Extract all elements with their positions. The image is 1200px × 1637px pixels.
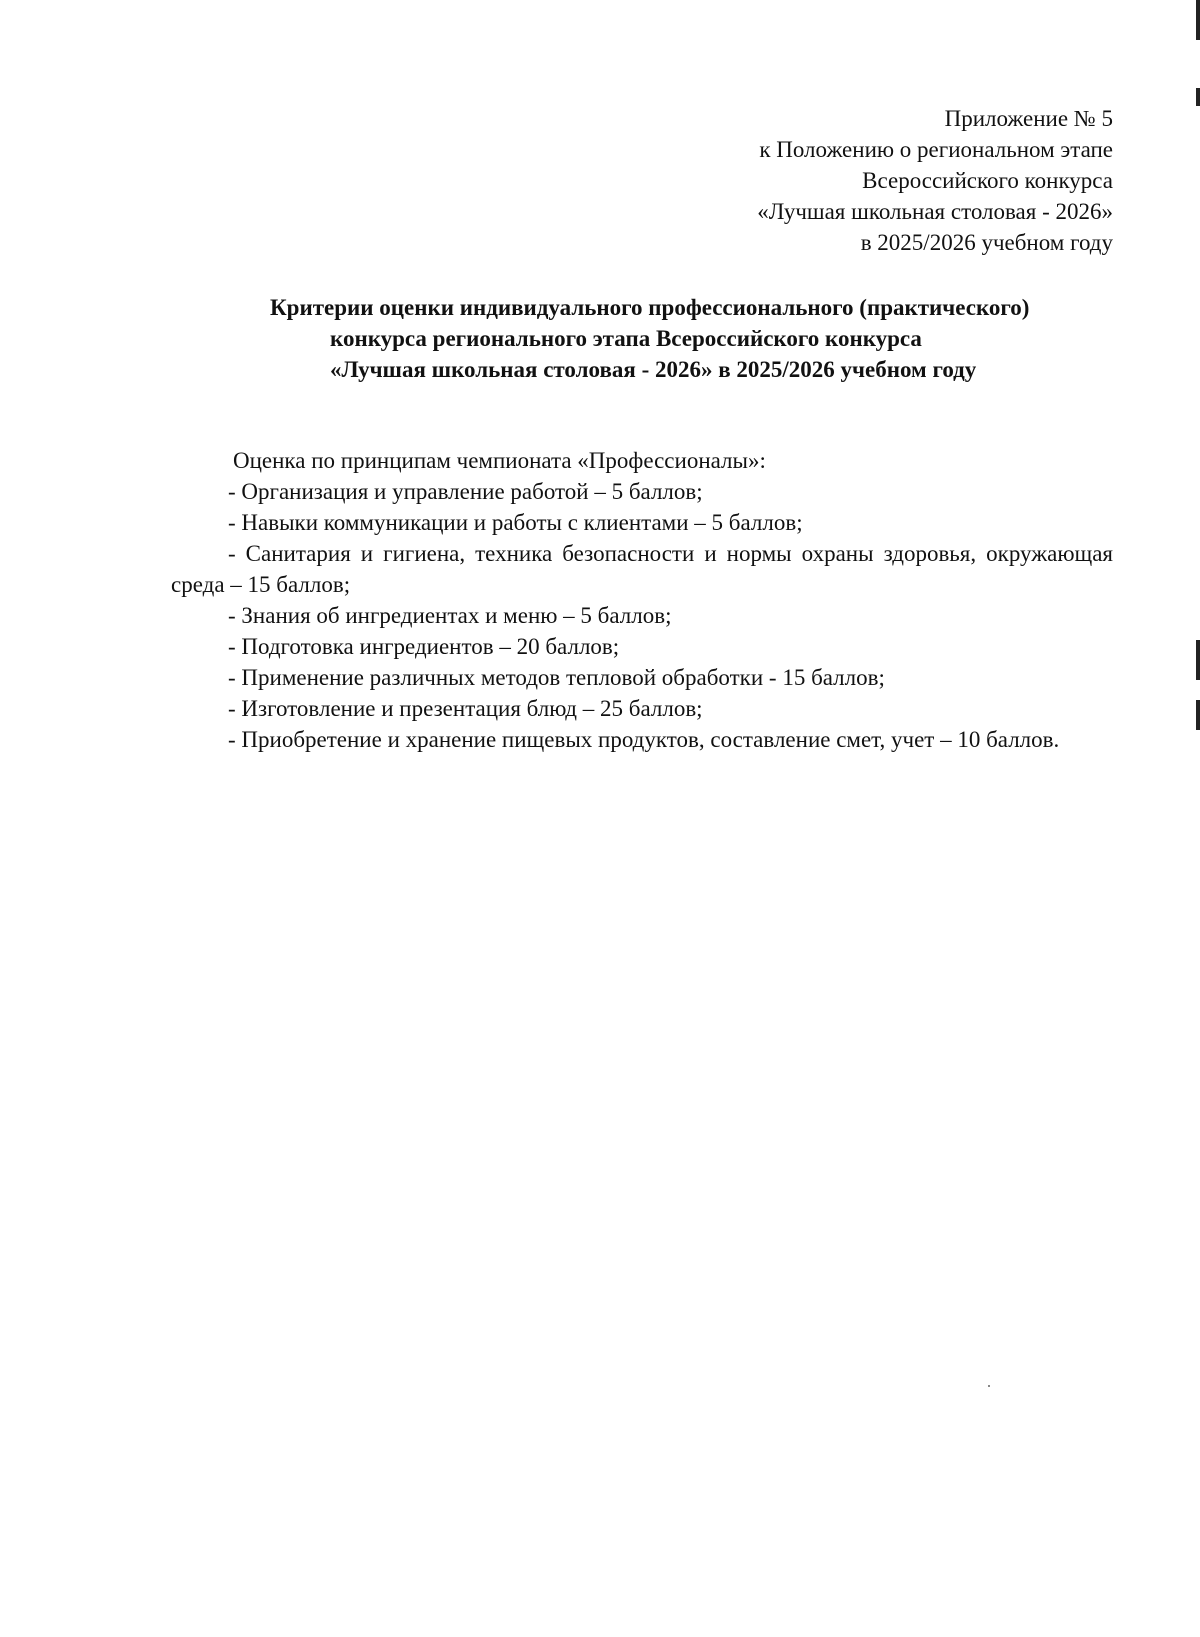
document-title <box>230 292 1080 385</box>
annex-line: к Положению о региональном этапе <box>759 137 1113 162</box>
criteria-item: - Организация и управление работой – 5 баллов; <box>228 479 703 504</box>
criteria-item: - Подготовка ингредиентов – 20 баллов; <box>228 634 620 659</box>
annex-header <box>757 103 1113 258</box>
criteria-item: - Приобретение и хранение пищевых продуктов, составление смет, учет – 10 баллов. <box>228 727 1060 752</box>
scan-edge-mark <box>1196 0 1200 40</box>
intro-paragraph: Оценка по принципам чемпионата «Профессионалы»: <box>233 448 766 473</box>
annex-line: Приложение № 5 <box>944 106 1113 131</box>
criteria-item: - Навыки коммуникации и работы с клиентами – 5 баллов; <box>228 510 803 535</box>
criteria-item: - Знания об ингредиентах и меню – 5 баллов; <box>228 603 672 628</box>
criteria-item: - Изготовление и презентация блюд – 25 баллов; <box>228 696 703 721</box>
scan-speck <box>988 1385 990 1387</box>
scan-edge-mark <box>1196 700 1200 730</box>
scan-edge-mark <box>1196 88 1200 106</box>
title-line: Критерии оценки индивидуального профессионального (практического) <box>270 295 1030 320</box>
annex-line: в 2025/2026 учебном году <box>860 230 1113 255</box>
criteria-item: - Применение различных методов тепловой обработки - 15 баллов; <box>228 665 885 690</box>
annex-line: «Лучшая школьная столовая - 2026» <box>757 199 1113 224</box>
annex-line: Всероссийского конкурса <box>862 168 1113 193</box>
scan-edge-mark <box>1196 640 1200 680</box>
criteria-list <box>171 476 1113 755</box>
title-line: конкурса регионального этапа Всероссийского конкурса <box>330 326 922 351</box>
title-line: «Лучшая школьная столовая - 2026» в 2025/2026 учебном году <box>330 357 977 382</box>
document-body <box>171 445 1113 755</box>
criteria-item: - Санитария и гигиена, техника безопасности и нормы охраны здоровья, окружающая среда – 15 баллов; <box>171 541 1113 597</box>
